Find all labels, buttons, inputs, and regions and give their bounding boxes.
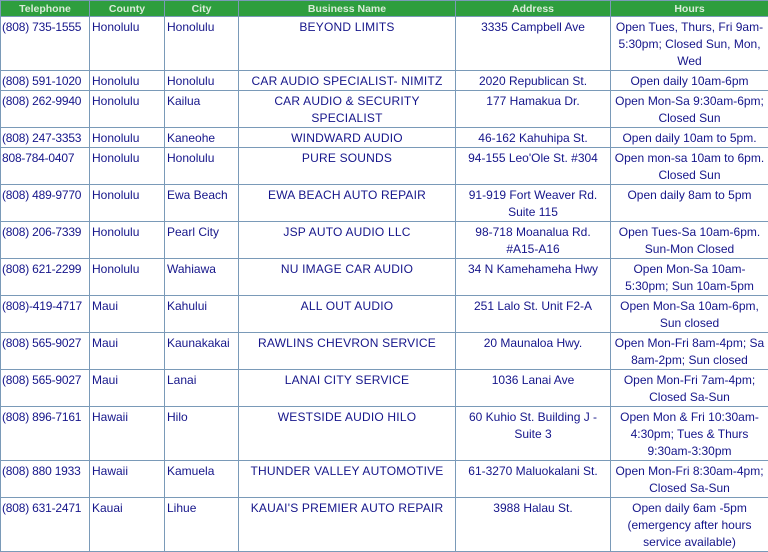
- city-cell: Kamuela: [165, 461, 239, 498]
- hours-cell: Open Mon-Fri 8:30am-4pm; Closed Sa-Sun: [611, 461, 768, 498]
- business-name-cell: CAR AUDIO & SECURITY SPECIALIST: [239, 91, 456, 128]
- county-cell: Maui: [90, 296, 165, 333]
- telephone-cell: (808) 621-2299: [1, 259, 90, 296]
- telephone-cell: (808) 262-9940: [1, 91, 90, 128]
- hours-cell: Open mon-sa 10am to 6pm. Closed Sun: [611, 148, 768, 185]
- business-name-cell: CAR AUDIO SPECIALIST- NIMITZ: [239, 71, 456, 91]
- hours-cell: Open Tues, Thurs, Fri 9am-5:30pm; Closed Sun, Mon, Wed: [611, 17, 768, 71]
- hours-cell: Open Mon-Fri 8am-4pm; Sa 8am-2pm; Sun closed: [611, 333, 768, 370]
- county-cell: Honolulu: [90, 91, 165, 128]
- header-business-name: Business Name: [239, 1, 456, 17]
- business-name-cell: PURE SOUNDS: [239, 148, 456, 185]
- telephone-cell: (808) 489-9770: [1, 185, 90, 222]
- county-cell: Honolulu: [90, 17, 165, 71]
- telephone-cell: (808)-419-4717: [1, 296, 90, 333]
- address-cell: 60 Kuhio St. Building J - Suite 3: [456, 407, 611, 461]
- header-telephone: Telephone: [1, 1, 90, 17]
- header-city: City: [165, 1, 239, 17]
- table-row: [1, 148, 768, 185]
- header-county: County: [90, 1, 165, 17]
- county-cell: Honolulu: [90, 185, 165, 222]
- county-cell: Honolulu: [90, 222, 165, 259]
- table-row: [1, 91, 768, 128]
- telephone-cell: (808) 631-2471: [1, 498, 90, 552]
- address-cell: 46-162 Kahuhipa St.: [456, 128, 611, 148]
- header-row: [1, 1, 768, 17]
- business-name-cell: LANAI CITY SERVICE: [239, 370, 456, 407]
- address-cell: 1036 Lanai Ave: [456, 370, 611, 407]
- telephone-cell: (808) 591-1020: [1, 71, 90, 91]
- county-cell: Honolulu: [90, 259, 165, 296]
- business-name-cell: WESTSIDE AUDIO HILO: [239, 407, 456, 461]
- header-hours: Hours: [611, 1, 768, 17]
- telephone-cell: (808) 565-9027: [1, 370, 90, 407]
- telephone-cell: (808) 880 1933: [1, 461, 90, 498]
- address-cell: 2020 Republican St.: [456, 71, 611, 91]
- hours-cell: Open daily 10am to 5pm.: [611, 128, 768, 148]
- city-cell: Kailua: [165, 91, 239, 128]
- city-cell: Lanai: [165, 370, 239, 407]
- business-name-cell: WINDWARD AUDIO: [239, 128, 456, 148]
- city-cell: Kaunakakai: [165, 333, 239, 370]
- address-cell: 3335 Campbell Ave: [456, 17, 611, 71]
- county-cell: Kauai: [90, 498, 165, 552]
- city-cell: Honolulu: [165, 17, 239, 71]
- hours-cell: Open Mon & Fri 10:30am-4:30pm; Tues & Thurs 9:30am-3:30pm: [611, 407, 768, 461]
- business-name-cell: NU IMAGE CAR AUDIO: [239, 259, 456, 296]
- business-name-cell: THUNDER VALLEY AUTOMOTIVE: [239, 461, 456, 498]
- table-row: [1, 222, 768, 259]
- table-row: [1, 407, 768, 461]
- address-cell: 61-3270 Maluokalani St.: [456, 461, 611, 498]
- address-cell: 91-919 Fort Weaver Rd. Suite 115: [456, 185, 611, 222]
- address-cell: 98-718 Moanalua Rd. #A15-A16: [456, 222, 611, 259]
- business-name-cell: BEYOND LIMITS: [239, 17, 456, 71]
- county-cell: Hawaii: [90, 461, 165, 498]
- hours-cell: Open Mon-Sa 9:30am-6pm; Closed Sun: [611, 91, 768, 128]
- business-name-cell: EWA BEACH AUTO REPAIR: [239, 185, 456, 222]
- city-cell: Wahiawa: [165, 259, 239, 296]
- table-row: [1, 461, 768, 498]
- telephone-cell: (808) 735-1555: [1, 17, 90, 71]
- business-name-cell: KAUAI'S PREMIER AUTO REPAIR: [239, 498, 456, 552]
- header-address: Address: [456, 1, 611, 17]
- city-cell: Ewa Beach: [165, 185, 239, 222]
- hours-cell: Open Mon-Sa 10am-5:30pm; Sun 10am-5pm: [611, 259, 768, 296]
- table-row: [1, 370, 768, 407]
- hours-cell: Open Mon-Fri 7am-4pm; Closed Sa-Sun: [611, 370, 768, 407]
- hours-cell: Open Tues-Sa 10am-6pm. Sun-Mon Closed: [611, 222, 768, 259]
- hours-cell: Open daily 6am -5pm (emergency after hours service available): [611, 498, 768, 552]
- address-cell: 177 Hamakua Dr.: [456, 91, 611, 128]
- telephone-cell: (808) 206-7339: [1, 222, 90, 259]
- business-name-cell: ALL OUT AUDIO: [239, 296, 456, 333]
- address-cell: 20 Maunaloa Hwy.: [456, 333, 611, 370]
- telephone-cell: 808-784-0407: [1, 148, 90, 185]
- table-row: [1, 498, 768, 552]
- table-row: [1, 17, 768, 71]
- city-cell: Hilo: [165, 407, 239, 461]
- hours-cell: Open daily 8am to 5pm: [611, 185, 768, 222]
- table-row: [1, 71, 768, 91]
- business-name-cell: RAWLINS CHEVRON SERVICE: [239, 333, 456, 370]
- address-cell: 251 Lalo St. Unit F2-A: [456, 296, 611, 333]
- city-cell: Pearl City: [165, 222, 239, 259]
- county-cell: Maui: [90, 333, 165, 370]
- city-cell: Lihue: [165, 498, 239, 552]
- telephone-cell: (808) 247-3353: [1, 128, 90, 148]
- county-cell: Honolulu: [90, 148, 165, 185]
- telephone-cell: (808) 565-9027: [1, 333, 90, 370]
- address-cell: 3988 Halau St.: [456, 498, 611, 552]
- address-cell: 94-155 Leo'Ole St. #304: [456, 148, 611, 185]
- county-cell: Maui: [90, 370, 165, 407]
- city-cell: Honolulu: [165, 71, 239, 91]
- county-cell: Honolulu: [90, 128, 165, 148]
- city-cell: Honolulu: [165, 148, 239, 185]
- county-cell: Honolulu: [90, 71, 165, 91]
- telephone-cell: (808) 896-7161: [1, 407, 90, 461]
- table-row: [1, 259, 768, 296]
- address-cell: 34 N Kamehameha Hwy: [456, 259, 611, 296]
- city-cell: Kahului: [165, 296, 239, 333]
- business-name-cell: JSP AUTO AUDIO LLC: [239, 222, 456, 259]
- table-row: [1, 128, 768, 148]
- hours-cell: Open Mon-Sa 10am-6pm, Sun closed: [611, 296, 768, 333]
- city-cell: Kaneohe: [165, 128, 239, 148]
- table-row: [1, 333, 768, 370]
- table-row: [1, 185, 768, 222]
- hours-cell: Open daily 10am-6pm: [611, 71, 768, 91]
- county-cell: Hawaii: [90, 407, 165, 461]
- table-row: [1, 296, 768, 333]
